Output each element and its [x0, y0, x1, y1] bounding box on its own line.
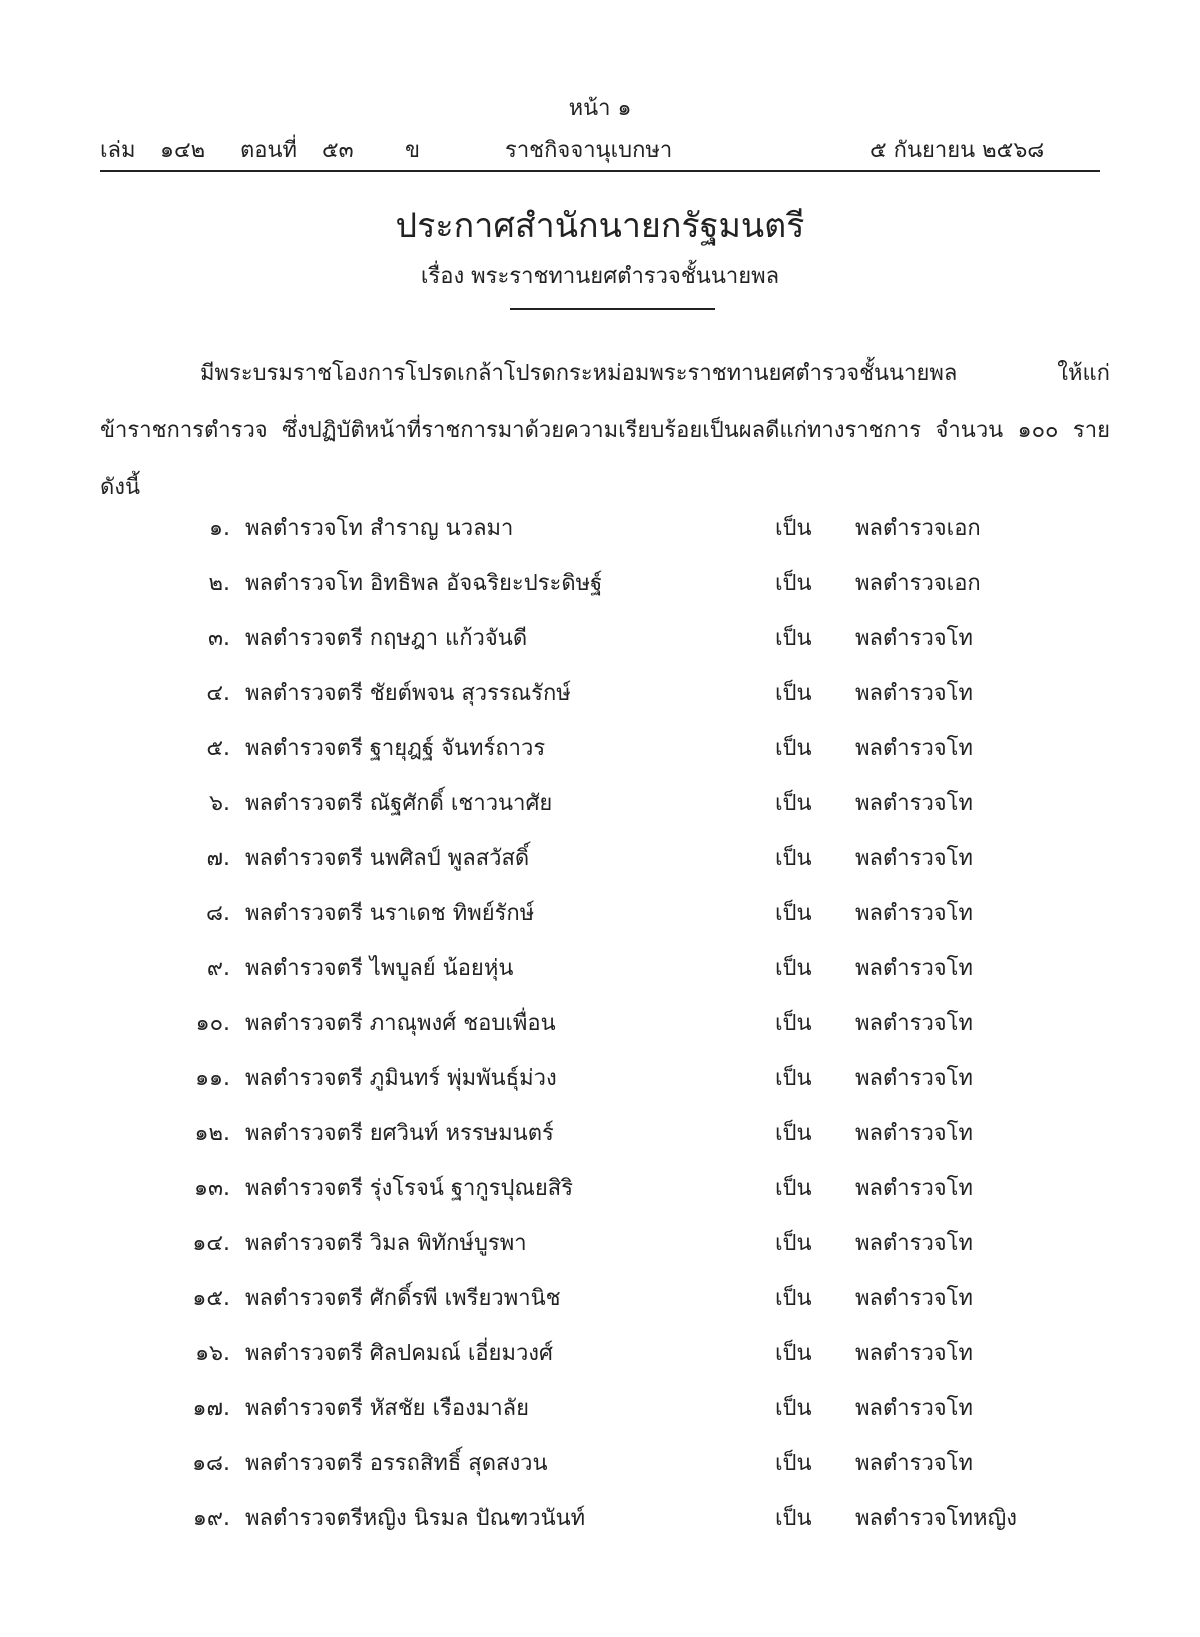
appointment-item — [0, 1282, 1200, 1337]
promotion-verb: เป็น — [775, 1066, 812, 1091]
officer-name: พลตำรวจตรี รุ่งโรจน์ ฐากูรปุณยสิริ — [245, 1176, 574, 1201]
appointment-item — [0, 1007, 1200, 1062]
new-rank: พลตำรวจโท — [855, 846, 974, 871]
appointment-item — [0, 897, 1200, 952]
appointment-item — [0, 1392, 1200, 1447]
new-rank: พลตำรวจโทหญิง — [855, 1506, 1017, 1531]
appointment-item — [0, 952, 1200, 1007]
appointment-item — [0, 732, 1200, 787]
item-number: ๓. — [207, 626, 230, 651]
promotion-verb: เป็น — [775, 1231, 812, 1256]
promotion-verb: เป็น — [775, 1396, 812, 1421]
item-number: ๙. — [206, 956, 230, 981]
volume-number: ๑๔๒ — [160, 138, 206, 163]
officer-name: พลตำรวจตรีหญิง นิรมล ปัณฑวนันท์ — [245, 1506, 586, 1531]
officer-name: พลตำรวจตรี นพศิลป์ พูลสวัสดิ์ — [245, 846, 530, 871]
officer-name: พลตำรวจตรี ศักดิ์รพี เพรียวพานิช — [245, 1286, 561, 1311]
new-rank: พลตำรวจโท — [855, 1176, 974, 1201]
gazette-name: ราชกิจจานุเบกษา — [505, 138, 673, 163]
appointment-list — [0, 512, 1200, 1557]
item-number: ๖. — [209, 791, 230, 816]
officer-name: พลตำรวจตรี ภูมินทร์ พุ่มพันธุ์ม่วง — [245, 1066, 557, 1091]
appointment-item — [0, 842, 1200, 897]
officer-name: พลตำรวจตรี อรรถสิทธิ์ สุดสงวน — [245, 1451, 548, 1476]
promotion-verb: เป็น — [775, 571, 812, 596]
volume-label: เล่ม — [100, 138, 136, 163]
appointment-item — [0, 512, 1200, 567]
item-number: ๘. — [206, 901, 230, 926]
appointment-item — [0, 1337, 1200, 1392]
gazette-header — [100, 132, 1100, 166]
new-rank: พลตำรวจโท — [855, 1396, 974, 1421]
promotion-verb: เป็น — [775, 1451, 812, 1476]
promotion-verb: เป็น — [775, 1286, 812, 1311]
section-letter: ข — [405, 138, 421, 163]
appointment-item — [0, 1172, 1200, 1227]
item-number: ๑๓. — [194, 1176, 230, 1201]
appointment-item — [0, 1447, 1200, 1502]
new-rank: พลตำรวจเอก — [855, 516, 981, 541]
item-number: ๑๕. — [192, 1286, 230, 1311]
officer-name: พลตำรวจโท อิทธิพล อัจฉริยะประดิษฐ์ — [245, 571, 603, 596]
new-rank: พลตำรวจโท — [855, 1341, 974, 1366]
title-divider — [510, 308, 715, 310]
new-rank: พลตำรวจโท — [855, 1286, 974, 1311]
officer-name: พลตำรวจตรี ชัยต์พจน สุวรรณรักษ์ — [245, 681, 571, 706]
new-rank: พลตำรวจโท — [855, 1451, 974, 1476]
item-number: ๑. — [209, 516, 230, 541]
promotion-verb: เป็น — [775, 736, 812, 761]
appointment-item — [0, 1062, 1200, 1117]
item-number: ๒. — [208, 571, 230, 596]
item-number: ๑๐. — [195, 1011, 230, 1036]
item-number: ๑๒. — [194, 1121, 230, 1146]
promotion-verb: เป็น — [775, 791, 812, 816]
item-number: ๗. — [206, 846, 230, 871]
new-rank: พลตำรวจเอก — [855, 571, 981, 596]
officer-name: พลตำรวจตรี ฐายุฎฐ์ จันทร์ถาวร — [245, 736, 546, 761]
promotion-verb: เป็น — [775, 901, 812, 926]
promotion-verb: เป็น — [775, 1011, 812, 1036]
new-rank: พลตำรวจโท — [855, 736, 974, 761]
item-number: ๑๑. — [195, 1066, 230, 1091]
new-rank: พลตำรวจโท — [855, 681, 974, 706]
appointment-item — [0, 787, 1200, 842]
new-rank: พลตำรวจโท — [855, 1011, 974, 1036]
officer-name: พลตำรวจตรี ภาณุพงศ์ ชอบเพื่อน — [245, 1011, 556, 1036]
promotion-verb: เป็น — [775, 846, 812, 871]
new-rank: พลตำรวจโท — [855, 956, 974, 981]
document-subject: เรื่อง พระราชทานยศตำรวจชั้นนายพล — [420, 264, 780, 289]
officer-name: พลตำรวจตรี หัสชัย เรืองมาลัย — [245, 1396, 530, 1421]
item-number: ๕. — [206, 736, 230, 761]
new-rank: พลตำรวจโท — [855, 1121, 974, 1146]
new-rank: พลตำรวจโท — [855, 1066, 974, 1091]
section-number: ๕๓ — [322, 138, 354, 163]
promotion-verb: เป็น — [775, 956, 812, 981]
promotion-verb: เป็น — [775, 1506, 812, 1531]
officer-name: พลตำรวจตรี ณัฐศักดิ์ เชาวนาศัย — [245, 791, 553, 816]
new-rank: พลตำรวจโท — [855, 626, 974, 651]
officer-name: พลตำรวจตรี ศิลปคมณ์ เอี่ยมวงศ์ — [245, 1341, 553, 1366]
header-divider — [100, 170, 1100, 172]
item-number: ๑๘. — [192, 1451, 230, 1476]
item-number: ๑๖. — [195, 1341, 230, 1366]
new-rank: พลตำรวจโท — [855, 1231, 974, 1256]
officer-name: พลตำรวจตรี วิมล พิทักษ์บูรพา — [245, 1231, 527, 1256]
publication-date: ๕ กันยายน ๒๕๖๘ — [870, 138, 1045, 163]
document-title: ประกาศสำนักนายกรัฐมนตรี — [395, 206, 805, 246]
promotion-verb: เป็น — [775, 681, 812, 706]
officer-name: พลตำรวจโท สำราญ นวลมา — [245, 516, 514, 541]
item-number: ๑๙. — [192, 1506, 230, 1531]
promotion-verb: เป็น — [775, 1176, 812, 1201]
promotion-verb: เป็น — [775, 1341, 812, 1366]
new-rank: พลตำรวจโท — [855, 791, 974, 816]
appointment-item — [0, 567, 1200, 622]
promotion-verb: เป็น — [775, 626, 812, 651]
appointment-item — [0, 1502, 1200, 1557]
promotion-verb: เป็น — [775, 516, 812, 541]
appointment-item — [0, 1227, 1200, 1282]
appointment-item — [0, 622, 1200, 677]
promotion-verb: เป็น — [775, 1121, 812, 1146]
section-label: ตอนที่ — [240, 138, 298, 163]
officer-name: พลตำรวจตรี กฤษฎา แก้วจันดี — [245, 626, 528, 651]
body-paragraph: มีพระบรมราชโองการโปรดเกล้าโปรดกระหม่อมพระราชทานยศตำรวจชั้นนายพล ให้แก่ข้าราชการตำรวจ ซึ่งปฏิบัติหน้าที่ราชการมาด้วยความเรียบร้อยเป็นผลดีแก่ทางราชการ จำนวน ๑๐๐ ราย ดังนี้ — [100, 361, 1110, 500]
item-number: ๑๗. — [192, 1396, 230, 1421]
item-number: ๑๔. — [192, 1231, 230, 1256]
officer-name: พลตำรวจตรี ไพบูลย์ น้อยหุ่น — [245, 956, 514, 981]
page-number: หน้า ๑ — [568, 96, 632, 121]
appointment-item — [0, 677, 1200, 732]
appointment-item — [0, 1117, 1200, 1172]
officer-name: พลตำรวจตรี ยศวินท์ หรรษมนตร์ — [245, 1121, 554, 1146]
new-rank: พลตำรวจโท — [855, 901, 974, 926]
officer-name: พลตำรวจตรี นราเดช ทิพย์รักษ์ — [245, 901, 535, 926]
item-number: ๔. — [206, 681, 230, 706]
